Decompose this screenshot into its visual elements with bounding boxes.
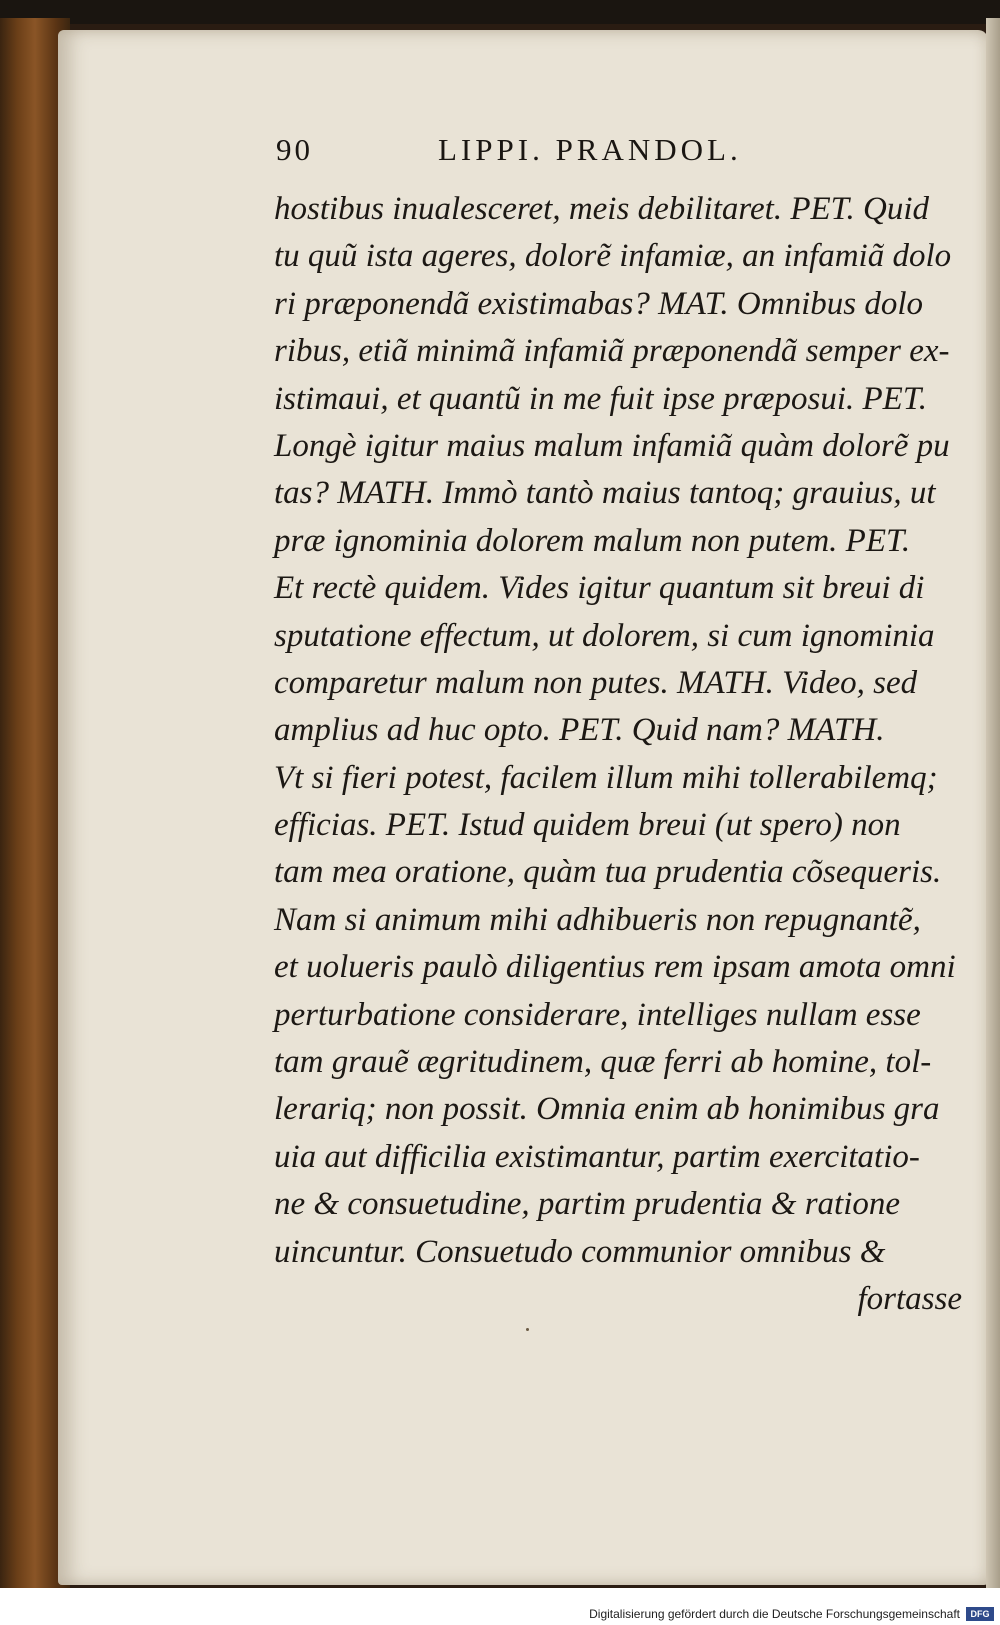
top-border <box>0 0 1000 24</box>
text-line: et uolueris paulò diligentius rem ipsam amota omni <box>274 949 956 986</box>
text-line: ribus, etiã minimã infamiã præponendã semper ex- <box>274 333 950 370</box>
text-line: tam grauẽ ægritudinem, quæ ferri ab homine, tol- <box>274 1044 932 1081</box>
text-line: ne & consuetudine, partim prudentia & ratione <box>274 1186 901 1223</box>
text-line: Vt si fieri potest, facilem illum mihi tollerabilemq; <box>274 759 938 796</box>
catchword: fortasse <box>857 1280 962 1317</box>
ink-speck <box>526 1328 529 1331</box>
text-line: Et rectè quidem. Vides igitur quantum sit breui di <box>274 570 925 607</box>
text-line: hostibus inualesceret, meis debilitaret. PET. Quid <box>274 191 930 227</box>
text-line: lerariq; non possit. Omnia enim ab honimibus gra <box>274 1091 940 1128</box>
footer-bar <box>0 1588 1000 1625</box>
text-line: ri præponendã existimabas? MAT. Omnibus dolo <box>274 285 923 322</box>
text-line: istimaui, et quantũ in me fuit ipse præposui. PET. <box>274 380 927 417</box>
text-line: sputatione effectum, ut dolorem, si cum ignominia <box>274 617 935 654</box>
text-line: perturbatione considerare, intelliges nullam esse <box>274 996 921 1033</box>
text-line: uia aut difficilia existimantur, partim exercitatio- <box>274 1138 920 1175</box>
text-line: præ ignominia dolorem malum non putem. PET. <box>274 522 911 559</box>
running-title: LIPPI. PRANDOL. <box>438 132 742 167</box>
text-line: tam mea oratione, quàm tua prudentia cõsequeris. <box>274 854 942 891</box>
text-line: tu quũ ista ageres, dolorẽ infamiæ, an infamiã dolo <box>274 238 952 275</box>
text-line: Longè igitur maius malum infamiã quàm dolorẽ pu <box>274 427 950 464</box>
page-number: 90 <box>276 132 313 167</box>
text-line: efficias. PET. Istud quidem breui (ut spero) non <box>274 807 901 844</box>
dfg-logo-icon: DFG <box>966 1607 994 1621</box>
text-line: comparetur malum non putes. MATH. Video, sed <box>274 664 918 701</box>
footer-credit: Digitalisierung gefördert durch die Deutsche Forschungsgemeinschaft <box>589 1607 960 1621</box>
text-line: Nam si animum mihi adhibueris non repugnantẽ, <box>274 901 921 938</box>
page-gutter-right <box>986 18 1000 1588</box>
running-head <box>276 132 836 172</box>
text-line: tas? MATH. Immò tantò maius tantoq; grauius, ut <box>274 475 936 512</box>
text-line: amplius ad huc opto. PET. Quid nam? MATH. <box>274 712 885 749</box>
text-block <box>274 186 962 1323</box>
text-line: uincuntur. Consuetudo communior omnibus & <box>274 1233 886 1270</box>
